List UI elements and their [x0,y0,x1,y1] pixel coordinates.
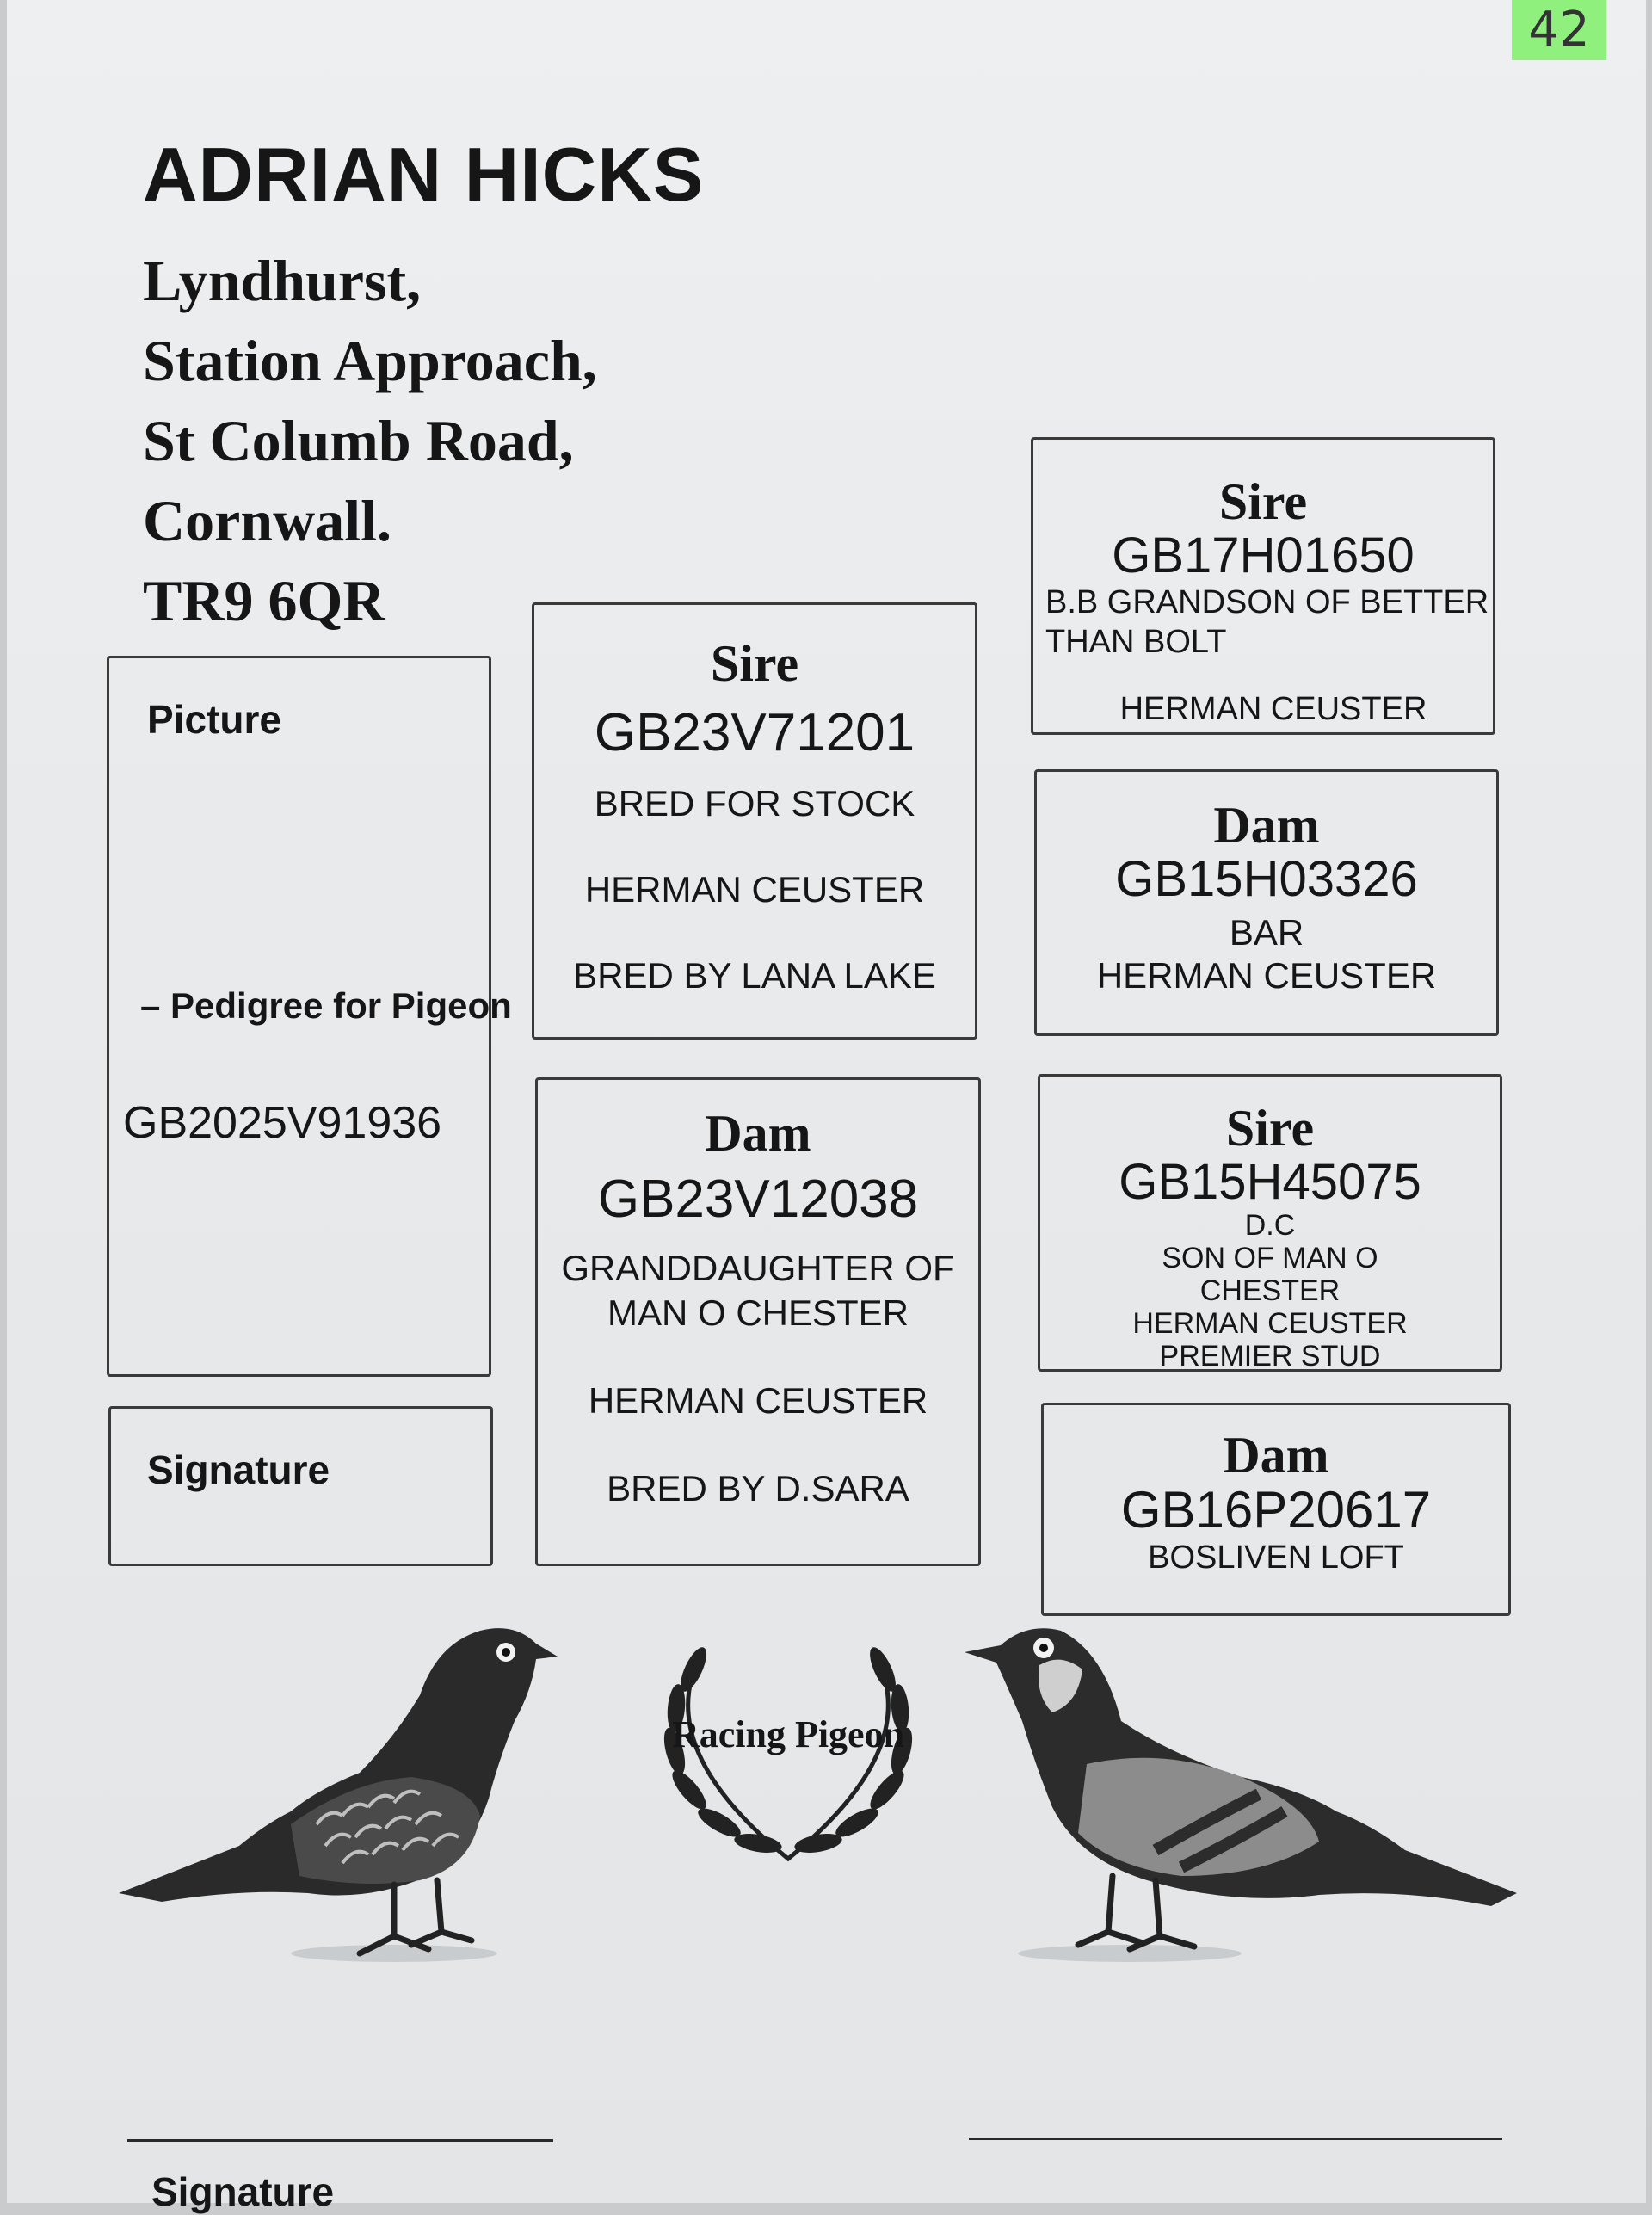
sire-sire-line: THAN BOLT [1045,624,1227,660]
signature-box [108,1406,493,1566]
sire-sire-line: HERMAN CEUSTER [1119,691,1427,727]
dam-sire-line: PREMIER STUD [1159,1340,1381,1373]
sire-line: HERMAN CEUSTER [584,869,925,910]
sire-box [532,602,977,1040]
dam-dam-line: BOSLIVEN LOFT [1148,1539,1404,1576]
footer-signature-label: Signature [151,2169,335,2214]
sire-sire-box [1031,437,1495,735]
sire-title: Sire [710,635,799,692]
dam-sire-title: Sire [1225,1100,1315,1157]
pedigree-sheet [7,0,1646,2214]
dam-dam-title: Dam [1223,1427,1329,1484]
address-line: Lyndhurst, [143,248,422,313]
dam-dam-ring: GB16P20617 [1120,1481,1432,1539]
left-pigeon-illustration [110,1592,592,1988]
sire-dam-line: HERMAN CEUSTER [1096,955,1437,996]
address-line: Station Approach, [143,328,597,393]
dam-sire-box [1038,1074,1502,1372]
address-line: TR9 6QR [143,568,385,633]
sire-line: BRED BY LANA LAKE [573,955,936,996]
address-line: Cornwall. [143,488,391,553]
sire-dam-line: BAR [1229,912,1304,953]
sire-sire-line: B.B GRANDSON OF BETTER [1045,584,1489,620]
dam-line: BRED BY D.SARA [607,1468,909,1509]
sire-dam-box [1034,769,1499,1036]
pigeon-ring-number: GB2025V91936 [123,1098,442,1148]
signature-line-left [127,2139,553,2142]
sire-sire-ring: GB17H01650 [1112,528,1415,583]
dam-line: GRANDDAUGHTER OF [561,1248,955,1288]
sire-ring: GB23V71201 [594,703,915,762]
dam-sire-line: SON OF MAN O [1162,1242,1378,1274]
dam-sire-line: D.C [1244,1209,1296,1242]
dam-sire-line: HERMAN CEUSTER [1132,1307,1408,1340]
sire-sire-title: Sire [1218,473,1308,530]
sire-line: BRED FOR STOCK [594,783,915,824]
page-number-tag: 42 [1512,0,1606,60]
pedigree-label: – Pedigree for Pigeon [140,985,512,1026]
right-pigeon-illustration [958,1592,1526,1988]
dam-title: Dam [705,1105,811,1162]
dam-line: MAN O CHESTER [607,1293,909,1333]
owner-name: ADRIAN HICKS [143,132,705,217]
dam-sire-ring: GB15H45075 [1119,1154,1421,1210]
signature-line-right [969,2138,1502,2140]
dam-box [535,1077,981,1566]
emblem-text: Racing Pigeon [671,1713,905,1755]
dam-sire-line: CHESTER [1199,1274,1341,1307]
signature-label: Signature [147,1447,330,1492]
owner-address [143,241,597,641]
sire-dam-ring: GB15H03326 [1115,851,1418,907]
picture-box [107,656,512,1377]
dam-ring: GB23V12038 [597,1169,919,1229]
dam-line: HERMAN CEUSTER [588,1380,928,1421]
address-line: St Columb Road, [143,408,574,473]
dam-dam-box [1041,1403,1511,1616]
picture-label: Picture [147,697,281,742]
sire-dam-title: Dam [1213,797,1320,854]
